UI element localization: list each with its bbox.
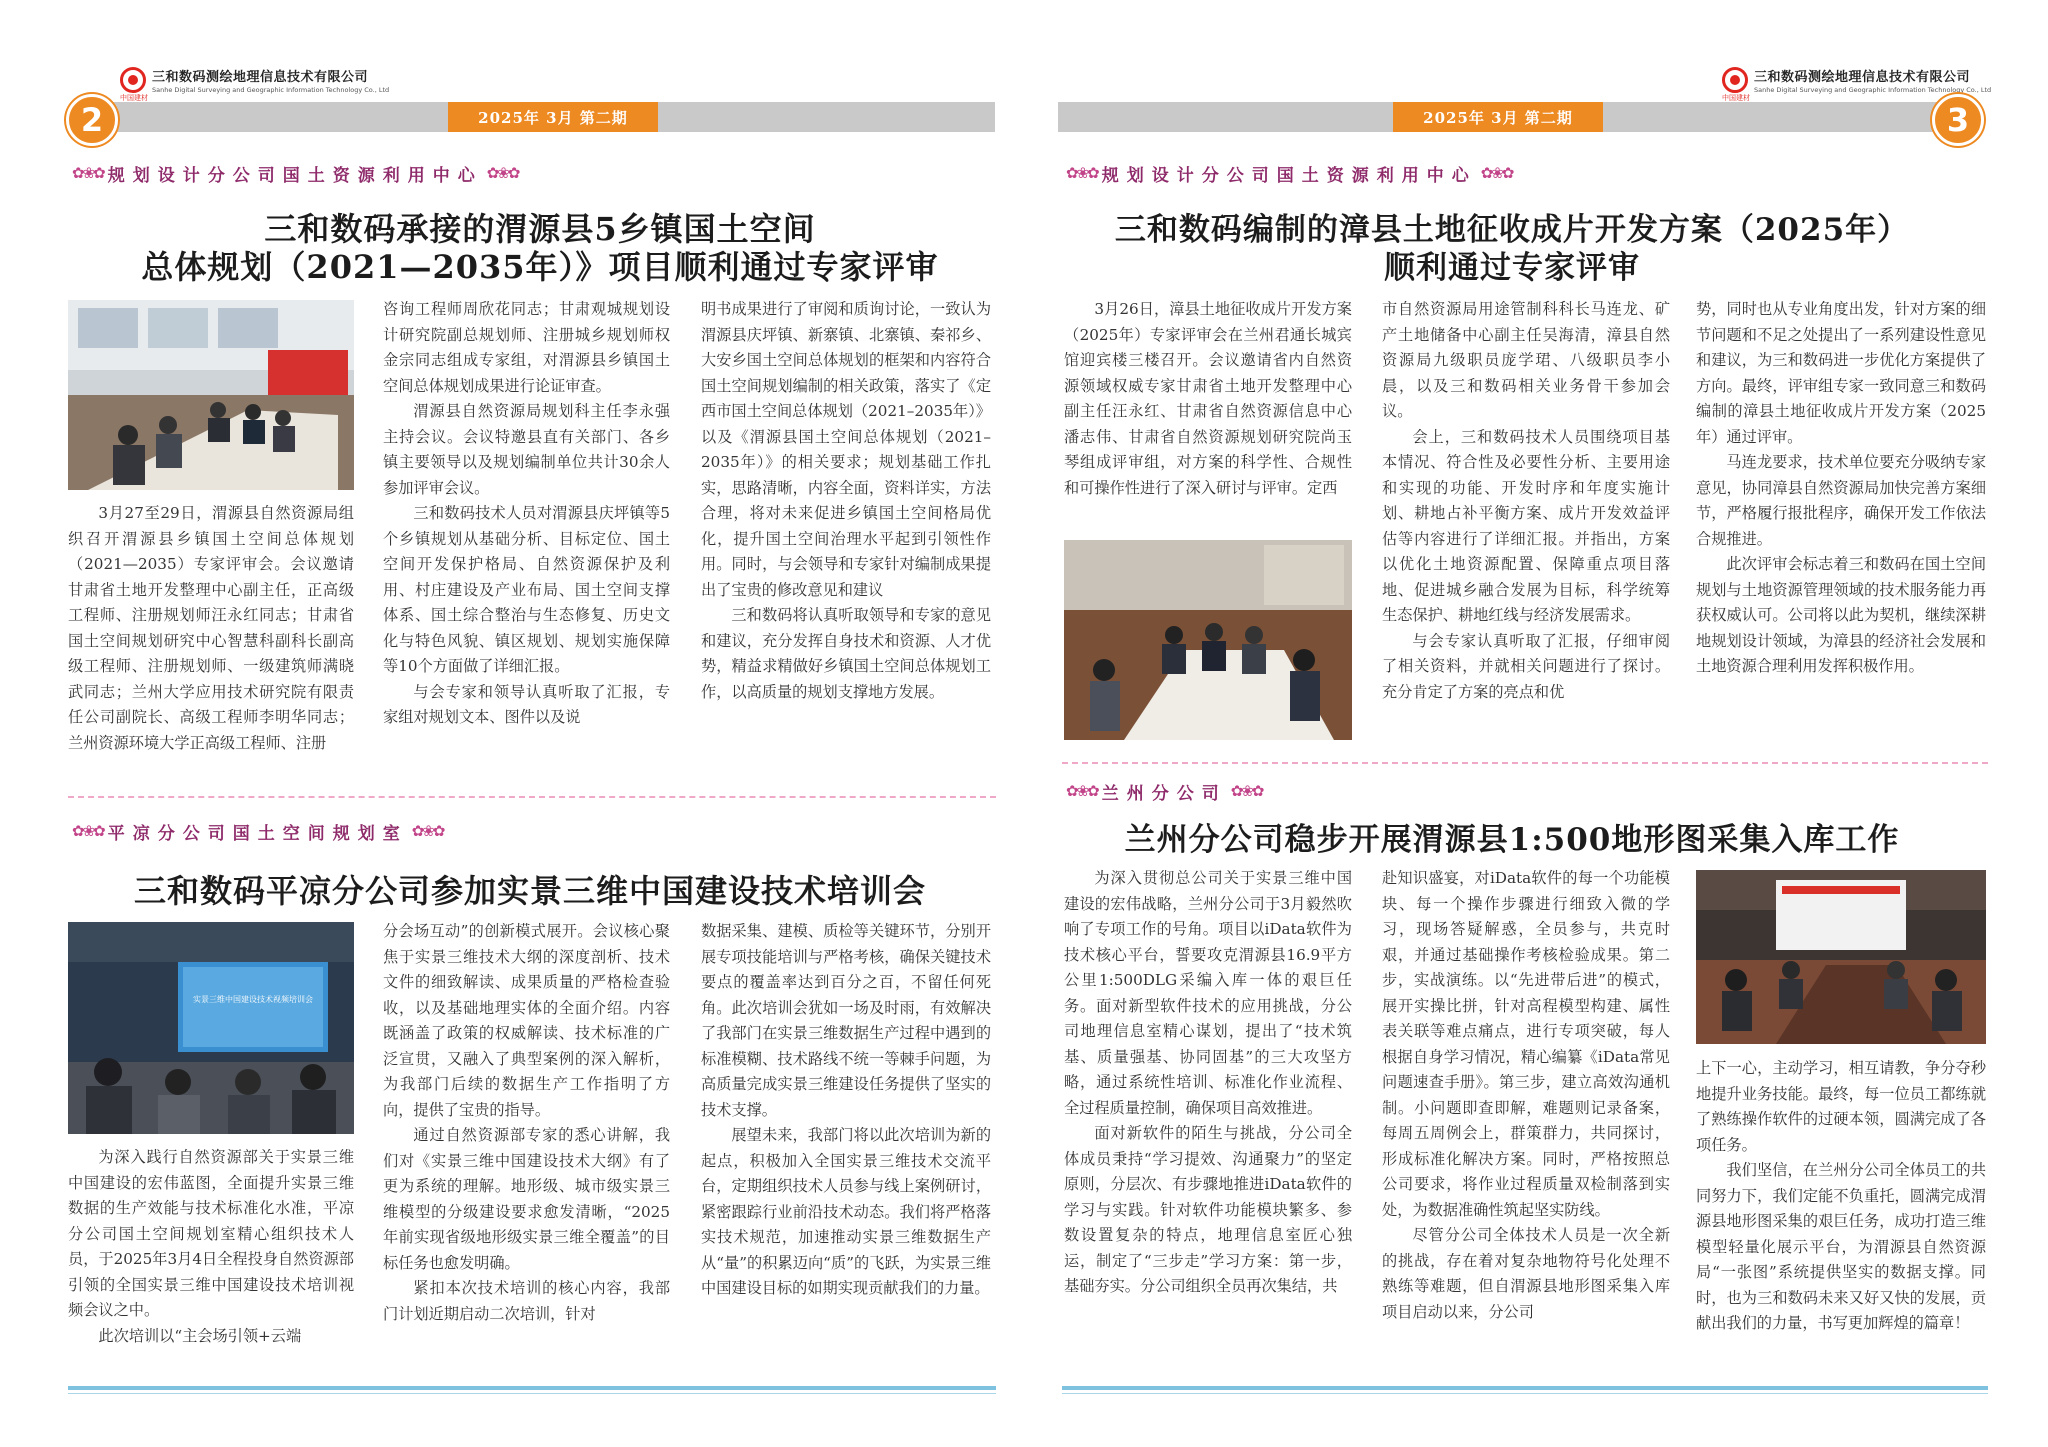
paragraph: 明书成果进行了审阅和质询讨论，一致认为渭源县庆坪镇、新寨镇、北寨镇、秦祁乡、大安乡国土空间总体规划的框架和内容符合国土空间规划编制的相关政策，落实了《定西市国土空间总体规划（2021–2035年）》以及《渭源县国土空间总体规划（2021–2035年）》的相关要求；规划基础工作扎实，思路清晰，内容全面，资料详实，方法合理，将对未来促进乡镇国土空间格局优化，提升国土空间治理水平起到引领性作用。同时，与会领导和专家针对编制成果提出了宝贵的修改意见和建议 (701, 300, 991, 599)
paragraph: 与会专家认真听取了汇报，仔细审阅了相关资料，并就相关问题进行了探讨。充分肯定了方案的亮点和优 (1382, 631, 1670, 701)
divider (1062, 762, 1988, 764)
a3-column-2 (1382, 297, 1670, 705)
paragraph: 此次评审会标志着三和数码在国土空间规划与土地资源管理领域的技术服务能力再获权威认可。公司将以此为契机，继续深耕地规划设计领域，为漳县的经济社会发展和土地资源合理利用发挥积极作用。 (1696, 555, 1986, 675)
footer-rule-right (1062, 1386, 1988, 1390)
company-logo-left (120, 66, 390, 102)
a3-column-1 (1064, 297, 1352, 501)
company-name-en: Sanhe Digital Surveying and Geographic Information Technology Co., Ltd (152, 86, 390, 94)
paragraph: 上下一心，主动学习，相互请教，争分夺秒地提升业务技能。最终，每一位员工都练就了熟练操作软件的过硬本领，圆满完成了各项任务。 (1696, 1059, 1986, 1154)
footer-rule-right-thin (1062, 1393, 1988, 1394)
company-logo-right (1722, 66, 1992, 102)
page-number-left: 2 (66, 94, 118, 146)
paragraph: 三和数码将认真听取领导和专家的意见和建议，充分发挥自身技术和资源、人才优势，精益求精做好乡镇国土空间总体规划工作，以高质量的规划支撑地方发展。 (701, 606, 991, 701)
paragraph: 马连龙要求，技术单位要充分吸纳专家意见，协同漳县自然资源局加快完善方案细节，严格履行报批程序，确保开发工作依法合规推进。 (1696, 453, 1986, 548)
flower-ornament-icon: ✿❀✿ (411, 822, 444, 840)
a2-column-2 (383, 919, 670, 1327)
office-photo-a4 (1696, 870, 1986, 1044)
a1-column-1 (68, 501, 354, 756)
paragraph: 分会场互动”的创新模式展开。会议核心聚焦于实景三维技术大纲的深度剖析、技术文件的细致解读、成果质量的严格检查验收，以及基础地理实体的全面介绍。内容既涵盖了政策的权威解读、技术标准的广泛宣贯，又融入了典型案例的深入解析，为我部门后续的数据生产工作指明了方向，提供了宝贵的指导。 (383, 922, 670, 1119)
flower-ornament-icon: ✿❀✿ (1066, 164, 1098, 182)
headline-a4: 兰州分公司稳步开展渭源县1:500地形图采集入库工作 (1124, 822, 1900, 858)
paragraph: 我们坚信，在兰州分公司全体员工的共同努力下，我们定能不负重托，圆满完成渭源县地形图采集的艰巨任务，成功打造三维模型轻量化展示平台，为渭源县自然资源局“一张图”系统提供坚实的数据支撑。同时，也为三和数码未来又好又快的发展，贡献出我们的力量，书写更加辉煌的篇章！ (1696, 1161, 1986, 1332)
divider (68, 796, 996, 798)
review-meeting-photo-a3 (1064, 540, 1352, 740)
paragraph: 3月27至29日，渭源县自然资源局组织召开渭源县乡镇国土空间总体规划（2021—2035）专家评审会。会议邀请甘肃省土地开发整理中心副主任，正高级工程师、注册规划师汪永红同志；甘肃省国土空间规划研究中心智慧科副科长副高级工程师、注册规划师、一级建筑师满晓武同志；兰州大学应用技术研究院有限责任公司副院长、高级工程师李明华同志；兰州资源环境大学正高级工程师、注册 (68, 504, 354, 752)
footer-rule-left-thin (68, 1393, 996, 1394)
paragraph: 面对新软件的陌生与挑战，分公司全体成员秉持“学习提效、沟通聚力”的坚定原则，分层次、有步骤地推进iData软件的学习与实践。针对软件功能模块繁多、参数设置复杂的特点，地理信息室匠心独运，制定了“三步走”学习方案：第一步，基础夯实。分公司组织全员再次集结，共 (1064, 1124, 1352, 1295)
screen-caption: 实景三维中国建设技术视频培训会 (193, 995, 313, 1004)
paragraph: 此次培训以“主会场引领+云端 (98, 1326, 302, 1345)
paragraph: 通过自然资源部专家的悉心讲解，我们对《实景三维中国建设技术大纲》有了更为系统的理解。地形级、城市级实景三维模型的分级建设要求愈发清晰，“2025年前实现省级地形级实景三维全覆盖”的目标任务也愈发明确。 (383, 1126, 670, 1272)
section-label-a1: ✿❀✿ 规划设计分公司国土资源利用中心 ✿❀✿ (72, 164, 519, 186)
issue-label-right: 2025年 3月 第二期 (1393, 102, 1603, 132)
paragraph: 势，同时也从专业角度出发，针对方案的细节问题和不足之处提出了一系列建设性意见和建议，为三和数码进一步优化方案提供了方向。最终，评审组专家一致同意三和数码编制的漳县土地征收成片开发方案（2025年）通过评审。 (1696, 300, 1986, 446)
a1-column-3 (701, 297, 991, 705)
paragraph: 赴知识盛宴，对iData软件的每一个功能模块、每一个操作步骤进行细致入微的学习，现场答疑解惑，全员参与，共克时艰，并通过基础操作考核检验成果。第二步，实战演练。以“先进带后进”的模式，展开实操比拼，针对高程模型构建、属性表关联等难点痛点，进行专项突破，每人根据自身学习情况，精心编纂《iData常见问题速查手册》。第三步，建立高效沟通机制。小问题即查即解，难题则记录备案，每周五周例会上，群策群力，共同探讨，形成标准化解决方案。同时，严格按照总公司要求，将作业过程质量双检制落到实处，为数据准确性筑起坚实防线。 (1382, 869, 1670, 1219)
flower-ornament-icon: ✿❀✿ (486, 164, 519, 182)
paragraph: 咨询工程师周欣花同志；甘肃观城规划设计研究院副总规划师、注册城乡规划师权金宗同志组成专家组，对渭源县乡镇国土空间总体规划成果进行论证审查。 (383, 300, 670, 395)
a4-column-1 (1064, 866, 1352, 1300)
a2-column-1 (68, 1145, 354, 1349)
paragraph: 渭源县自然资源局规划科主任李永强主持会议。会议特邀县直有关部门、各乡镇主要领导以及规划编制单位共计30余人参加评审会议。 (383, 402, 670, 497)
headline-a3-line1: 三和数码编制的漳县土地征收成片开发方案（2025年） (1114, 212, 1910, 248)
paragraph: 与会专家和领导认真听取了汇报，专家组对规划文本、图件以及说 (383, 682, 670, 726)
brand-tag: 中国建材 (120, 94, 148, 102)
footer-rule-left (68, 1386, 996, 1390)
brand-logo-icon (120, 67, 146, 93)
a2-column-3 (701, 919, 991, 1302)
flower-ornament-icon: ✿❀✿ (72, 164, 104, 182)
paragraph: 会上，三和数码技术人员围绕项目基本情况、符合性及必要性分析、主要用途和实现的功能、开发时序和年度实施计划、耕地占补平衡方案、成片开发效益评估等内容进行了详细汇报。并指出，方案以优化土地资源配置、保障重点项目落地、促进城乡融合发展为目标，科学统筹生态保护、耕地红线与经济发展需求。 (1382, 427, 1670, 624)
flower-ornament-icon: ✿❀✿ (1480, 164, 1513, 182)
issue-label-left: 2025年 3月 第二期 (448, 102, 658, 132)
paragraph: 市自然资源局用途管制科科长马连龙、矿产土地储备中心副主任吴海清，漳县自然资源局九级职员庞学珺、八级职员李小晨，以及三和数码相关业务骨干参加会议。 (1382, 300, 1670, 420)
a1-column-2 (383, 297, 670, 731)
a4-column-3 (1696, 1056, 1986, 1337)
headline-a1-line1: 三和数码承接的渭源县5乡镇国土空间 (264, 210, 816, 248)
paragraph: 尽管分公司全体技术人员是一次全新的挑战，存在着对复杂地物符号化处理不熟练等难题，但自渭源县地形图采集入库项目启动以来，分公司 (1382, 1226, 1670, 1321)
paragraph: 展望未来，我部门将以此次培训为新的起点，积极加入全国实景三维技术交流平台，定期组织技术人员参与线上案例研讨，紧密跟踪行业前沿技术动态。我们将严格落实技术规范，加速推动实景三维数据生产从“量”的积累迈向“质”的飞跃，为实景三维中国建设目标的如期实现贡献我们的力量。 (701, 1126, 991, 1297)
paragraph: 为深入贯彻总公司关于实景三维中国建设的宏伟战略，兰州分公司于3月毅然吹响了专项工作的号角。项目以iData软件为技术核心平台，誓要攻克渭源县16.9平方公里1:500DLG采编入库一体的艰巨任务。面对新型软件技术的应用挑战，分公司地理信息室精心谋划，提出了“技术筑基、质量强基、协同固基”的三大攻坚方略，通过系统性培训、标准化作业流程、全过程质量控制，确保项目高效推进。 (1064, 869, 1352, 1117)
flower-ornament-icon: ✿❀✿ (72, 822, 104, 840)
page-number-right: 3 (1932, 94, 1984, 146)
brand-logo-icon (1722, 67, 1748, 93)
flower-ornament-icon: ✿❀✿ (1230, 782, 1263, 800)
company-name-en: Sanhe Digital Surveying and Geographic Information Technology Co., Ltd (1754, 86, 1992, 94)
headline-a3-line2: 顺利通过专家评审 (1384, 250, 1640, 286)
paragraph: 紧扣本次技术培训的核心内容，我部门计划近期启动二次培训，针对 (383, 1279, 670, 1323)
section-label-a4: ✿❀✿ 兰州分公司 ✿❀✿ (1066, 782, 1263, 804)
headline-a1-line2: 总体规划（2021—2035年）》项目顺利通过专家评审 (141, 248, 939, 286)
headline-a2: 三和数码平凉分公司参加实景三维中国建设技术培训会 (133, 872, 926, 910)
meeting-photo-a1 (68, 300, 354, 490)
flower-ornament-icon: ✿❀✿ (1066, 782, 1098, 800)
a3-column-3 (1696, 297, 1986, 680)
section-label-a3: ✿❀✿ 规划设计分公司国土资源利用中心 ✿❀✿ (1066, 164, 1513, 186)
paragraph: 为深入践行自然资源部关于实景三维中国建设的宏伟蓝图，全面提升实景三维数据的生产效能与技术标准化水准，平凉分公司国土空间规划室精心组织技术人员，于2025年3月4日全程投身自然资源部引领的全国实景三维中国建设技术培训视频会议之中。 (68, 1148, 354, 1319)
paragraph: 3月26日，漳县土地征收成片开发方案（2025年）专家评审会在兰州君通长城宾馆迎宾楼三楼召开。会议邀请省内自然资源领域权威专家甘肃省土地开发整理中心副主任汪永红、甘肃省自然资源信息中心潘志伟、甘肃省自然资源规划研究院尚玉琴组成评审组，对方案的科学性、合规性和可操作性进行了深入研讨与评审。定西 (1064, 300, 1352, 497)
brand-tag: 中国建材 (1722, 94, 1750, 102)
paragraph: 三和数码技术人员对渭源县庆坪镇等5个乡镇规划从基础分析、目标定位、国土空间开发保护格局、自然资源保护及利用、村庄建设及产业布局、国土空间支撑体系、国土综合整治与生态修复、历史文化与特色风貌、镇区规划、规划实施保障等10个方面做了详细汇报。 (383, 504, 670, 675)
section-label-a2: ✿❀✿ 平凉分公司国土空间规划室 ✿❀✿ (72, 822, 444, 844)
company-name-cn: 三和数码测绘地理信息技术有限公司 (152, 70, 369, 85)
paragraph: 数据采集、建模、质检等关键环节，分别开展专项技能培训与严格考核，确保关键技术要点的覆盖率达到百分之百，不留任何死角。此次培训会犹如一场及时雨，有效解决了我部门在实景三维数据生产过程中遇到的标准模糊、技术路线不统一等棘手问题，为高质量完成实景三维建设任务提供了坚实的技术支撑。 (701, 922, 991, 1119)
training-photo-a2 (68, 922, 354, 1134)
a4-column-2 (1382, 866, 1670, 1325)
company-name-cn: 三和数码测绘地理信息技术有限公司 (1754, 70, 1971, 85)
